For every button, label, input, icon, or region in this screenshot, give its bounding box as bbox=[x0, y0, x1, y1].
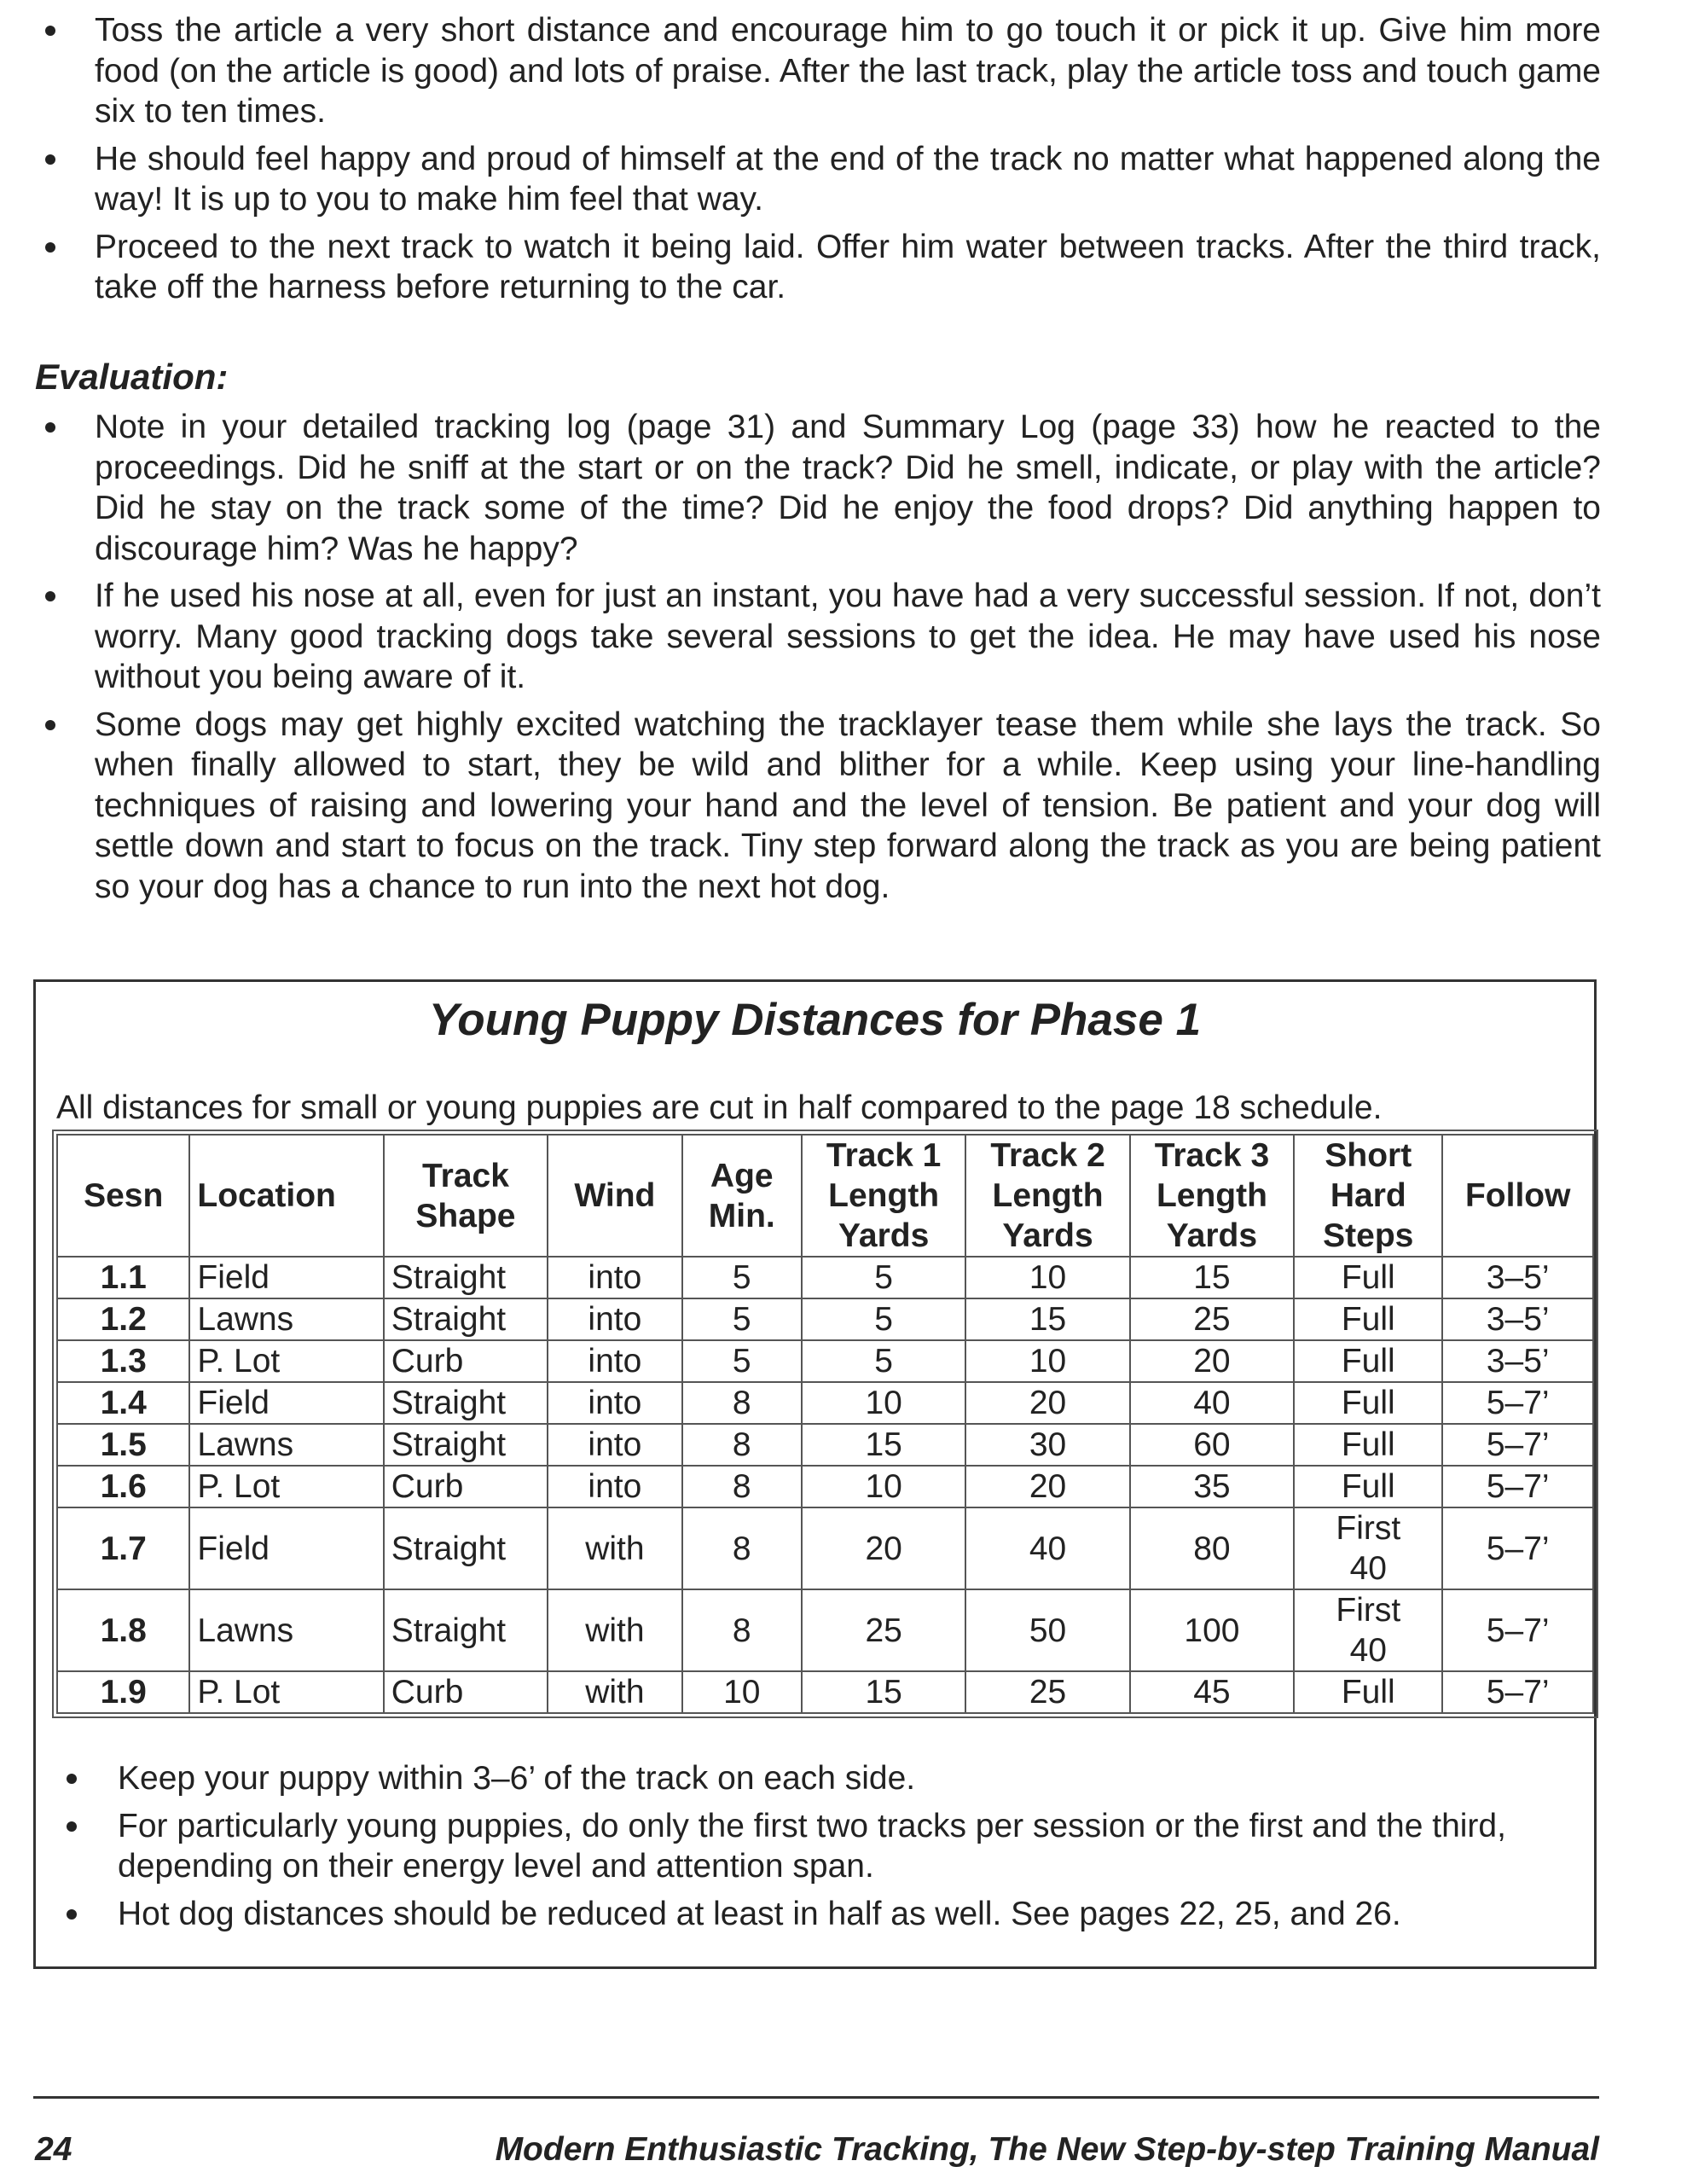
cell-location: P. Lot bbox=[189, 1671, 383, 1713]
box-title: Young Puppy Distances for Phase 1 bbox=[428, 995, 1202, 1045]
cell-steps bbox=[1294, 1424, 1442, 1466]
steps-line: Full bbox=[1341, 1301, 1395, 1338]
cell-t2: 40 bbox=[965, 1507, 1129, 1589]
cell-wind: with bbox=[548, 1507, 681, 1589]
cell-follow: 3–5’ bbox=[1442, 1298, 1593, 1340]
bullet-icon bbox=[45, 720, 55, 730]
header-line: Min. bbox=[708, 1197, 775, 1234]
cell-t3: 60 bbox=[1130, 1424, 1294, 1466]
cell-follow: 5–7’ bbox=[1442, 1507, 1593, 1589]
cell-shape: Curb bbox=[384, 1671, 548, 1713]
page-number: 24 bbox=[35, 2131, 72, 2168]
steps-line: Full bbox=[1341, 1385, 1395, 1421]
table-row bbox=[57, 1424, 1593, 1466]
cell-t1: 15 bbox=[802, 1424, 965, 1466]
cell-t3: 40 bbox=[1130, 1382, 1294, 1424]
cell-t2: 15 bbox=[965, 1298, 1129, 1340]
column-header-age-min bbox=[682, 1135, 802, 1257]
cell-t3: 20 bbox=[1130, 1340, 1294, 1382]
cell-t1: 25 bbox=[802, 1589, 965, 1671]
table-row bbox=[57, 1466, 1593, 1507]
cell-t2: 10 bbox=[965, 1340, 1129, 1382]
list-item-text: He should feel happy and proud of himself at the end of the track no matter what happened along the way! It is up to you to make him feel that way. bbox=[95, 140, 1601, 218]
steps-line: First bbox=[1336, 1510, 1401, 1547]
cell-sesn: 1.1 bbox=[57, 1257, 189, 1298]
list-item-text: If he used his nose at all, even for just an instant, you have had a very successful session. If not, don’t worry. Many good tracking dogs take several sessions to get the idea. He may have used his nose without you being aware of it. bbox=[95, 578, 1601, 695]
cell-shape: Straight bbox=[384, 1424, 548, 1466]
list-item bbox=[118, 1758, 1568, 1799]
list-item-text: For particularly young puppies, do only the first two tracks per session or the first and the third, depending on their energy level and attention span. bbox=[118, 1807, 1506, 1885]
steps-line: First bbox=[1336, 1592, 1401, 1629]
header-line: Length bbox=[992, 1177, 1104, 1214]
cell-t1: 15 bbox=[802, 1671, 965, 1713]
cell-location: Lawns bbox=[189, 1589, 383, 1671]
table-row bbox=[57, 1382, 1593, 1424]
table-row bbox=[57, 1298, 1593, 1340]
bullet-icon bbox=[45, 26, 55, 36]
cell-follow: 5–7’ bbox=[1442, 1671, 1593, 1713]
cell-t2: 10 bbox=[965, 1257, 1129, 1298]
cell-location: Field bbox=[189, 1382, 383, 1424]
cell-t1: 5 bbox=[802, 1257, 965, 1298]
cell-steps bbox=[1294, 1466, 1442, 1507]
cell-sesn: 1.4 bbox=[57, 1382, 189, 1424]
cell-wind: into bbox=[548, 1340, 681, 1382]
cell-location: Field bbox=[189, 1257, 383, 1298]
table-row bbox=[57, 1507, 1593, 1589]
steps-line: 40 bbox=[1349, 1632, 1387, 1669]
list-item-text: Toss the article a very short distance and encourage him to go touch it or pick it up. Give him more food (on the article is good) and lots of praise. After the last track, play the article toss and touch game six to ten times. bbox=[95, 12, 1601, 130]
steps-line: Full bbox=[1341, 1468, 1395, 1505]
cell-shape: Curb bbox=[384, 1466, 548, 1507]
bullet-icon bbox=[45, 242, 55, 253]
column-header-follow bbox=[1442, 1135, 1593, 1257]
cell-follow: 3–5’ bbox=[1442, 1257, 1593, 1298]
column-header-location bbox=[189, 1135, 383, 1257]
cell-age: 5 bbox=[682, 1257, 802, 1298]
header-line: Length bbox=[1156, 1177, 1267, 1214]
cell-follow: 3–5’ bbox=[1442, 1340, 1593, 1382]
column-header-track1-length bbox=[802, 1135, 965, 1257]
list-item bbox=[95, 139, 1601, 220]
cell-steps bbox=[1294, 1257, 1442, 1298]
list-item-text: Some dogs may get highly excited watching the tracklayer tease them while she lays the track. So when finally allowed to start, they be wild and blither for a while. Keep using your line-handling techniques of raising and lowering your hand and the level of tension. Be patient and your dog will settle down and start to focus on the track. Tiny step forward along the track as you are being patient so your dog has a chance to run into the next hot dog. bbox=[95, 706, 1601, 905]
bullet-icon bbox=[67, 1821, 77, 1832]
cell-shape: Straight bbox=[384, 1382, 548, 1424]
cell-sesn: 1.2 bbox=[57, 1298, 189, 1340]
cell-t2: 20 bbox=[965, 1466, 1129, 1507]
cell-wind: into bbox=[548, 1298, 681, 1340]
table-row bbox=[57, 1671, 1593, 1713]
list-item-text: Note in your detailed tracking log (page 31) and Summary Log (page 33) how he reacted to the proceedings. Did he sniff at the start or on the track? Did he smell, indicate, or play with the article? Did he stay on the track some of the time? Did he enjoy the food drops? Did anything happen to discourage him? Was he happy? bbox=[95, 409, 1601, 567]
evaluation-heading: Evaluation: bbox=[35, 357, 229, 397]
cell-steps bbox=[1294, 1671, 1442, 1713]
cell-shape: Straight bbox=[384, 1257, 548, 1298]
cell-wind: into bbox=[548, 1466, 681, 1507]
footer-book-title: Modern Enthusiastic Tracking, The New Step-by-step Training Manual bbox=[495, 2131, 1599, 2168]
cell-t2: 50 bbox=[965, 1589, 1129, 1671]
instruction-bullet-list bbox=[95, 10, 1601, 315]
header-line: Length bbox=[828, 1177, 940, 1214]
bullet-icon bbox=[67, 1774, 77, 1784]
evaluation-bullet-list bbox=[95, 407, 1601, 914]
cell-age: 10 bbox=[682, 1671, 802, 1713]
list-item bbox=[118, 1806, 1568, 1887]
cell-steps bbox=[1294, 1589, 1442, 1671]
header-line: Steps bbox=[1323, 1217, 1414, 1254]
steps-line: Full bbox=[1341, 1343, 1395, 1380]
cell-follow: 5–7’ bbox=[1442, 1424, 1593, 1466]
puppy-distances-box bbox=[33, 979, 1597, 1969]
list-item-text: Proceed to the next track to watch it being laid. Offer him water between tracks. After the third track, take off the harness before returning to the car. bbox=[95, 228, 1601, 305]
header-line: Shape bbox=[415, 1197, 516, 1234]
cell-t3: 15 bbox=[1130, 1257, 1294, 1298]
steps-line: 40 bbox=[1349, 1550, 1387, 1587]
cell-sesn: 1.9 bbox=[57, 1671, 189, 1713]
list-item bbox=[95, 407, 1601, 569]
cell-age: 8 bbox=[682, 1424, 802, 1466]
cell-follow: 5–7’ bbox=[1442, 1466, 1593, 1507]
cell-t3: 45 bbox=[1130, 1671, 1294, 1713]
header-line: Track 2 bbox=[990, 1137, 1105, 1174]
cell-wind: with bbox=[548, 1671, 681, 1713]
cell-age: 8 bbox=[682, 1382, 802, 1424]
cell-wind: into bbox=[548, 1382, 681, 1424]
puppy-notes-list bbox=[118, 1758, 1568, 1941]
cell-t3: 35 bbox=[1130, 1466, 1294, 1507]
footer-divider bbox=[33, 2096, 1599, 2099]
cell-t3: 100 bbox=[1130, 1589, 1294, 1671]
cell-age: 8 bbox=[682, 1466, 802, 1507]
cell-age: 8 bbox=[682, 1507, 802, 1589]
cell-shape: Straight bbox=[384, 1298, 548, 1340]
cell-t1: 5 bbox=[802, 1340, 965, 1382]
bullet-icon bbox=[45, 422, 55, 433]
box-intro-text: All distances for small or young puppies are cut in half compared to the page 18 schedule. bbox=[56, 1089, 1383, 1126]
steps-line: Full bbox=[1341, 1674, 1395, 1711]
cell-wind: into bbox=[548, 1424, 681, 1466]
header-line: Yards bbox=[1166, 1217, 1258, 1254]
header-line: Age bbox=[710, 1157, 774, 1194]
header-line: Follow bbox=[1464, 1177, 1571, 1214]
cell-steps bbox=[1294, 1382, 1442, 1424]
cell-location: P. Lot bbox=[189, 1466, 383, 1507]
cell-t3: 80 bbox=[1130, 1507, 1294, 1589]
cell-sesn: 1.3 bbox=[57, 1340, 189, 1382]
header-line: Sesn bbox=[84, 1177, 164, 1214]
bullet-icon bbox=[45, 154, 55, 165]
cell-sesn: 1.6 bbox=[57, 1466, 189, 1507]
table-row bbox=[57, 1340, 1593, 1382]
cell-steps bbox=[1294, 1298, 1442, 1340]
list-item-text: Keep your puppy within 3–6’ of the track on each side. bbox=[118, 1760, 916, 1797]
cell-t1: 10 bbox=[802, 1382, 965, 1424]
header-line: Yards bbox=[1002, 1217, 1093, 1254]
header-line: Yards bbox=[838, 1217, 930, 1254]
cell-t1: 20 bbox=[802, 1507, 965, 1589]
table-header-row bbox=[57, 1135, 1593, 1257]
cell-t2: 30 bbox=[965, 1424, 1129, 1466]
cell-steps bbox=[1294, 1340, 1442, 1382]
bullet-icon bbox=[67, 1909, 77, 1920]
cell-t1: 5 bbox=[802, 1298, 965, 1340]
cell-shape: Straight bbox=[384, 1589, 548, 1671]
cell-age: 5 bbox=[682, 1340, 802, 1382]
cell-wind: with bbox=[548, 1589, 681, 1671]
cell-shape: Straight bbox=[384, 1507, 548, 1589]
cell-t2: 20 bbox=[965, 1382, 1129, 1424]
header-line: Wind bbox=[574, 1177, 656, 1214]
table-row bbox=[57, 1257, 1593, 1298]
column-header-wind bbox=[548, 1135, 681, 1257]
cell-sesn: 1.7 bbox=[57, 1507, 189, 1589]
column-header-track2-length bbox=[965, 1135, 1129, 1257]
puppy-distance-table bbox=[56, 1134, 1594, 1714]
steps-line: Full bbox=[1341, 1426, 1395, 1463]
steps-line: Full bbox=[1341, 1259, 1395, 1296]
cell-t3: 25 bbox=[1130, 1298, 1294, 1340]
column-header-short-hard-steps bbox=[1294, 1135, 1442, 1257]
cell-follow: 5–7’ bbox=[1442, 1382, 1593, 1424]
cell-shape: Curb bbox=[384, 1340, 548, 1382]
column-header-track-shape bbox=[384, 1135, 548, 1257]
header-line: Track bbox=[421, 1157, 509, 1194]
list-item bbox=[95, 705, 1601, 908]
cell-location: Field bbox=[189, 1507, 383, 1589]
cell-location: P. Lot bbox=[189, 1340, 383, 1382]
list-item bbox=[118, 1894, 1568, 1935]
cell-sesn: 1.8 bbox=[57, 1589, 189, 1671]
cell-location: Lawns bbox=[189, 1424, 383, 1466]
cell-steps bbox=[1294, 1507, 1442, 1589]
list-item bbox=[95, 10, 1601, 132]
header-line: Track 3 bbox=[1154, 1137, 1270, 1174]
header-line: Location bbox=[197, 1177, 336, 1214]
cell-age: 5 bbox=[682, 1298, 802, 1340]
cell-t2: 25 bbox=[965, 1671, 1129, 1713]
header-line: Hard bbox=[1330, 1177, 1406, 1214]
column-header-track3-length bbox=[1130, 1135, 1294, 1257]
table-body bbox=[57, 1257, 1593, 1713]
cell-wind: into bbox=[548, 1257, 681, 1298]
cell-follow: 5–7’ bbox=[1442, 1589, 1593, 1671]
list-item bbox=[95, 227, 1601, 308]
cell-t1: 10 bbox=[802, 1466, 965, 1507]
cell-age: 8 bbox=[682, 1589, 802, 1671]
list-item-text: Hot dog distances should be reduced at least in half as well. See pages 22, 25, and 26. bbox=[118, 1895, 1401, 1932]
table-row bbox=[57, 1589, 1593, 1671]
header-line: Track 1 bbox=[826, 1137, 942, 1174]
cell-location: Lawns bbox=[189, 1298, 383, 1340]
header-line: Short bbox=[1325, 1137, 1412, 1174]
list-item bbox=[95, 576, 1601, 698]
column-header-sesn bbox=[57, 1135, 189, 1257]
cell-sesn: 1.5 bbox=[57, 1424, 189, 1466]
bullet-icon bbox=[45, 591, 55, 601]
